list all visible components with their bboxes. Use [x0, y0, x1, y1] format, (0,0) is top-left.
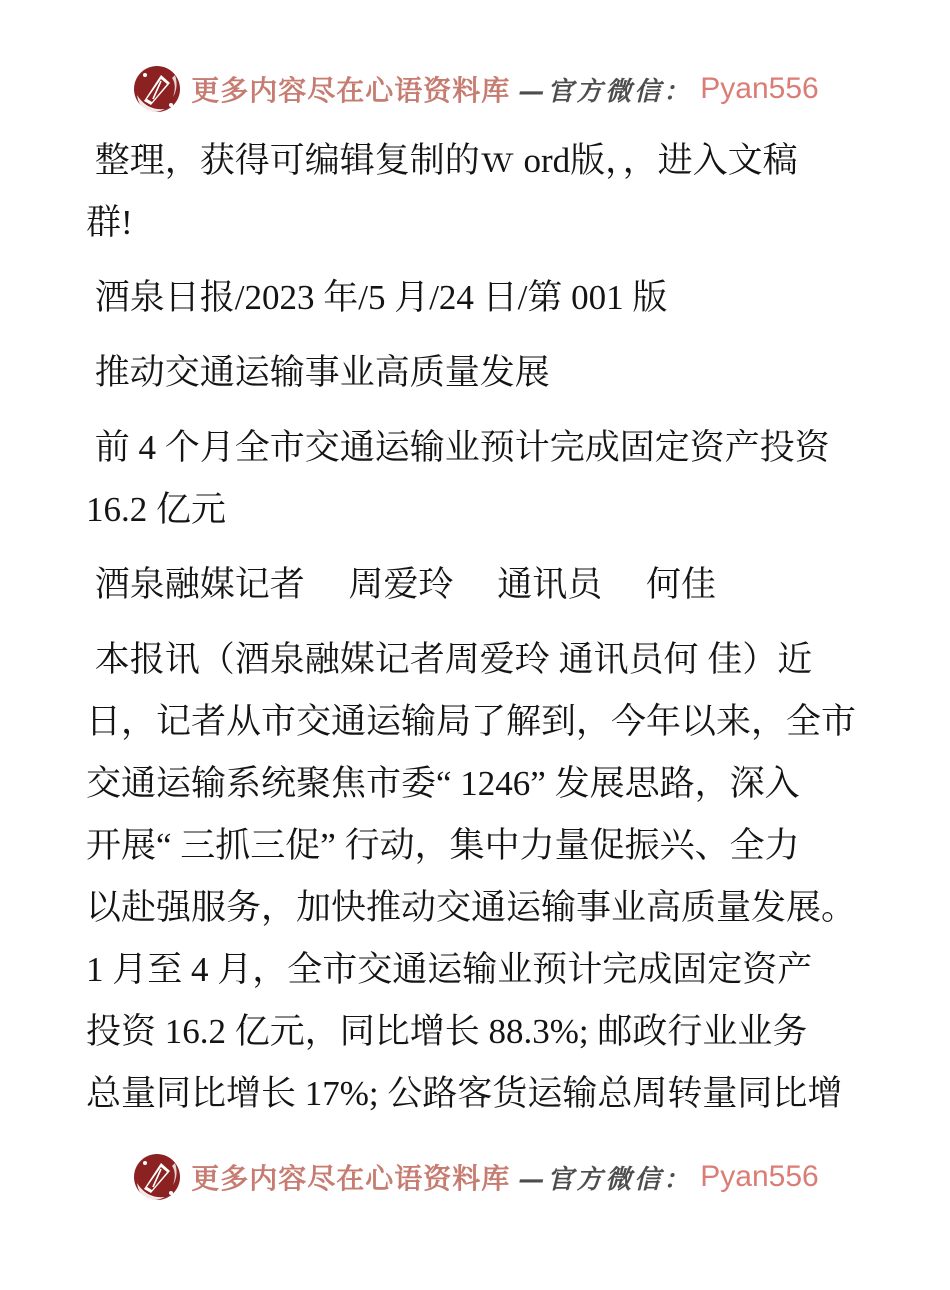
text-line: 整理，获得可编辑复制的ｗ ord版，，进入文稿 — [86, 141, 798, 180]
footer-watermark — [0, 1148, 950, 1206]
text-line: 群! — [86, 203, 133, 242]
pen-nib-logo-icon — [131, 1149, 183, 1205]
wechat-account: Pyan556 — [700, 1160, 819, 1193]
text-line: 酒泉日报/2023 年/5 月/24 日/第 001 版 — [86, 278, 668, 317]
text-line: 16.2 亿元 — [86, 490, 227, 529]
paragraph-subheadline — [86, 417, 865, 541]
text-line: 前 4 个月全市交通运输业预计完成固定资产投资 — [86, 428, 830, 467]
document-body — [86, 130, 865, 1138]
text-line: 以赴强服务，加快推动交通运输事业高质量发展。 — [86, 888, 857, 927]
text-line: 开展“ 三抓三促” 行动，集中力量促振兴、全力 — [86, 826, 800, 865]
wechat-label: —官方微信： — [518, 1164, 693, 1195]
header-watermark — [0, 60, 950, 118]
paragraph-byline — [86, 554, 865, 616]
paragraph-headline — [86, 342, 865, 404]
text-line: 日，记者从市交通运输局了解到，今年以来，全市 — [86, 702, 857, 741]
text-line: 酒泉融媒记者 周爱玲 通讯员 何佳 — [86, 565, 717, 604]
paragraph-intro — [86, 130, 865, 254]
text-line: 推动交通运输事业高质量发展 — [86, 353, 550, 392]
text-line: 交通运输系统聚焦市委“ 1246” 发展思路，深入 — [86, 764, 800, 803]
watermark-text: 更多内容尽在心语资料库 — [191, 76, 511, 107]
pen-nib-logo-icon — [131, 61, 183, 117]
text-line: 本报讯（酒泉融媒记者周爱玲 通讯员何 佳）近 — [86, 640, 813, 679]
text-line: 1 月至 4 月，全市交通运输业预计完成固定资产 — [86, 950, 813, 989]
page — [0, 60, 950, 1290]
wechat-label: —官方微信： — [518, 76, 693, 107]
wechat-account: Pyan556 — [700, 72, 819, 105]
paragraph-body — [86, 629, 865, 1125]
text-line: 总量同比增长 17%; 公路客货运输总周转量同比增 — [86, 1074, 843, 1113]
paragraph-source — [86, 267, 865, 329]
watermark-text: 更多内容尽在心语资料库 — [191, 1164, 511, 1195]
text-line: 投资 16.2 亿元，同比增长 88.3%; 邮政行业业务 — [86, 1012, 808, 1051]
